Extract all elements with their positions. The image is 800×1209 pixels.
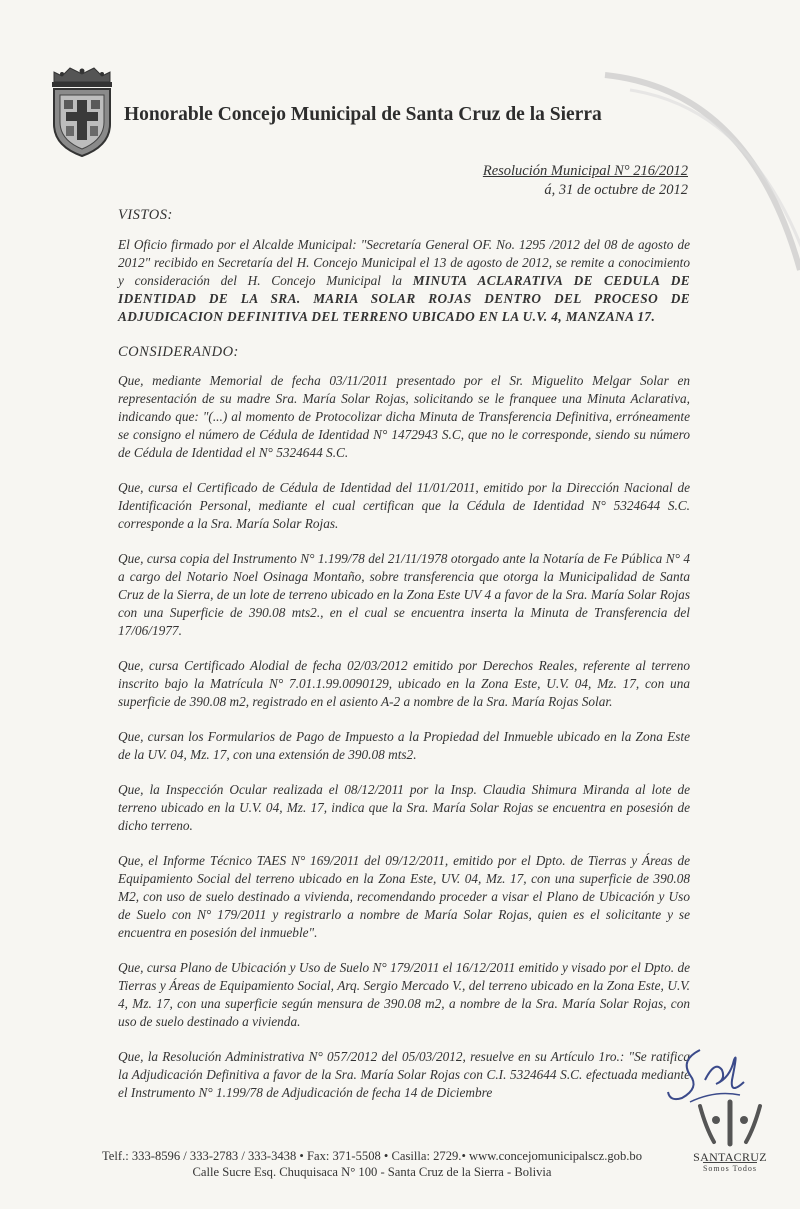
council-name: Honorable Concejo Municipal de Santa Cruz de la Sierra: [124, 104, 602, 125]
considerando-paragraph: Que, cursa copia del Instrumento N° 1.199/78 del 21/11/1978 otorgado ante la Notaría de Fe Pública N° 4 a cargo del Notario Noel Osinaga Montaño, sobre transferencia que otorga la Municipalidad de Santa Cruz de la Sierra, de un lote de terreno ubicado en la Zona Este UV 4 a favor de la Sra. María Solar Rojas con una Superficie de 390.08 mts2., en el cual se encuentra inserta la Minuta de Transferencia del 17/06/1977.: [118, 551, 690, 638]
santa-cruz-logo: [680, 1098, 780, 1178]
footer-address: Calle Sucre Esq. Chuquisaca N° 100 - Santa Cruz de la Sierra - Bolivia: [192, 1165, 552, 1179]
footer-contact: Telf.: 333-8596 / 333-2783 / 333-3438 • Fax: 371-5508 • Casilla: 2729.• www.concejomunicipalscz.gob.bo: [101, 1149, 643, 1163]
considerando-paragraph: Que, mediante Memorial de fecha 03/11/2011 presentado por el Sr. Miguelito Melgar Solar en representación de su madre Sra. María Solar Rojas, solicitando se le franquee una Minuta Aclarativa, indicando que: "(...) al momento de Protocolizar dicha Minuta de Transferencia Definitiva, erróneamente se consigno el número de Cédula de Identidad N° 1472943 S.C, que no le corresponde, siendo su número de Cédula de Identidad el N° 5324644 S.C.: [118, 373, 690, 460]
document-body: [118, 206, 690, 1119]
considerando-paragraph: Que, la Resolución Administrativa N° 057/2012 del 05/03/2012, resuelve en su Artículo 1ro.: "Se ratifica la Adjudicación Definitiva a favor de la Sra. María Solar Rojas con C.I. 5324644 S.C. efectuada mediante el Instrumento N° 1.199/78 de Adjudicación de fecha 14 de Diciembre: [118, 1049, 690, 1100]
considerando-paragraph: Que, cursa Certificado Alodial de fecha 02/03/2012 emitido por Derechos Reales, referente al terreno inscrito bajo la Matrícula N° 7.01.1.99.0090129, ubicado en la Zona Este, U.V. 04, Mz. 17, con una superficie de 390.08 m2, registrado en el asiento A-2 a nombre de la Sra. María Rojas Solar.: [118, 658, 690, 709]
considerando-paragraph: Que, cursan los Formularios de Pago de Impuesto a la Propiedad del Inmueble ubicado en la Zona Este de la UV. 04, Mz. 17, con una extensión de 390.08 mts2.: [118, 729, 690, 762]
considerando-paragraph: Que, la Inspección Ocular realizada el 08/12/2011 por la Insp. Claudia Shimura Miranda al lote de terreno ubicado en la U.V. 04, Mz. 17, indica que la Sra. María Solar Rojas se encuentra en posesión de dicho terreno.: [118, 782, 690, 833]
vistos-text: El Oficio firmado por el Alcalde Municipal: "Secretaría General OF. No. 1295 /2012 del 08 de agosto de 2012" recibido en Secretaría del H. Concejo Municipal el 13 de agosto de 2012, se remite a conocimiento y consideración del H. Concejo Municipal la: [118, 237, 690, 288]
vistos-paragraph: [118, 236, 690, 326]
vistos-heading: VISTOS:: [118, 207, 173, 223]
coat-of-arms-icon: [46, 62, 118, 158]
footer: [52, 1148, 692, 1180]
considerando-paragraph: Que, el Informe Técnico TAES N° 169/2011 del 09/12/2011, emitido por el Dpto. de Tierras y Áreas de Equipamiento Social del terreno ubicado en la Zona Este, UV. 04, Mz. 17, con una superficie de 390.08 M2, con uso de suelo destinado a vivienda, recomendando proceder a visar el Plano de Ubicación y Uso de Suelo con N° 179/2011 y registrarlo a nombre de María Solar Rojas, quien es el solicitante y se encuentra en posesión del inmueble".: [118, 853, 690, 940]
considerando-paragraph: Que, cursa el Certificado de Cédula de Identidad del 11/01/2011, emitido por la Dirección Nacional de Identificación Personal, mediante el cual certifican que la Cédula de Identidad N° 5324644 S.C. corresponde a la Sra. María Solar Rojas.: [118, 480, 690, 531]
resolution-date: á, 31 de octubre de 2012: [544, 182, 688, 198]
considerando-heading: CONSIDERANDO:: [118, 344, 239, 360]
resolution-number: Resolución Municipal N° 216/2012: [482, 163, 688, 179]
letterhead: [46, 62, 766, 162]
logo-slogan-text: Somos Todos: [702, 1164, 758, 1173]
logo-wordmark: SANTACRUZ: [693, 1150, 767, 1164]
vistos-subject: MINUTA ACLARATIVA DE CEDULA DE IDENTIDAD DE LA SRA. MARIA SOLAR ROJAS DENTRO DEL PROCESO DE ADJUDICACION DEFINITIVA DEL TERRENO UBICADO EN LA U.V. 4, MANZANA 17.: [118, 273, 690, 324]
logo-slogan: [680, 1164, 780, 1173]
people-icon: [680, 1098, 780, 1150]
resolution-block: [328, 162, 688, 200]
considerando-paragraph: Que, cursa Plano de Ubicación y Uso de Suelo N° 179/2011 el 16/12/2011 emitido y visado por el Dpto. de Tierras y Áreas de Equipamiento Social, Arq. Sergio Mercado V., del terreno ubicado en la Zona Este, U.V. 4, Mz. 17, con una superficie según mensura de 390.08 m2, a nombre de la Sra. María Solar Rojas, con uso de suelo destinado a vivienda.: [118, 960, 690, 1029]
